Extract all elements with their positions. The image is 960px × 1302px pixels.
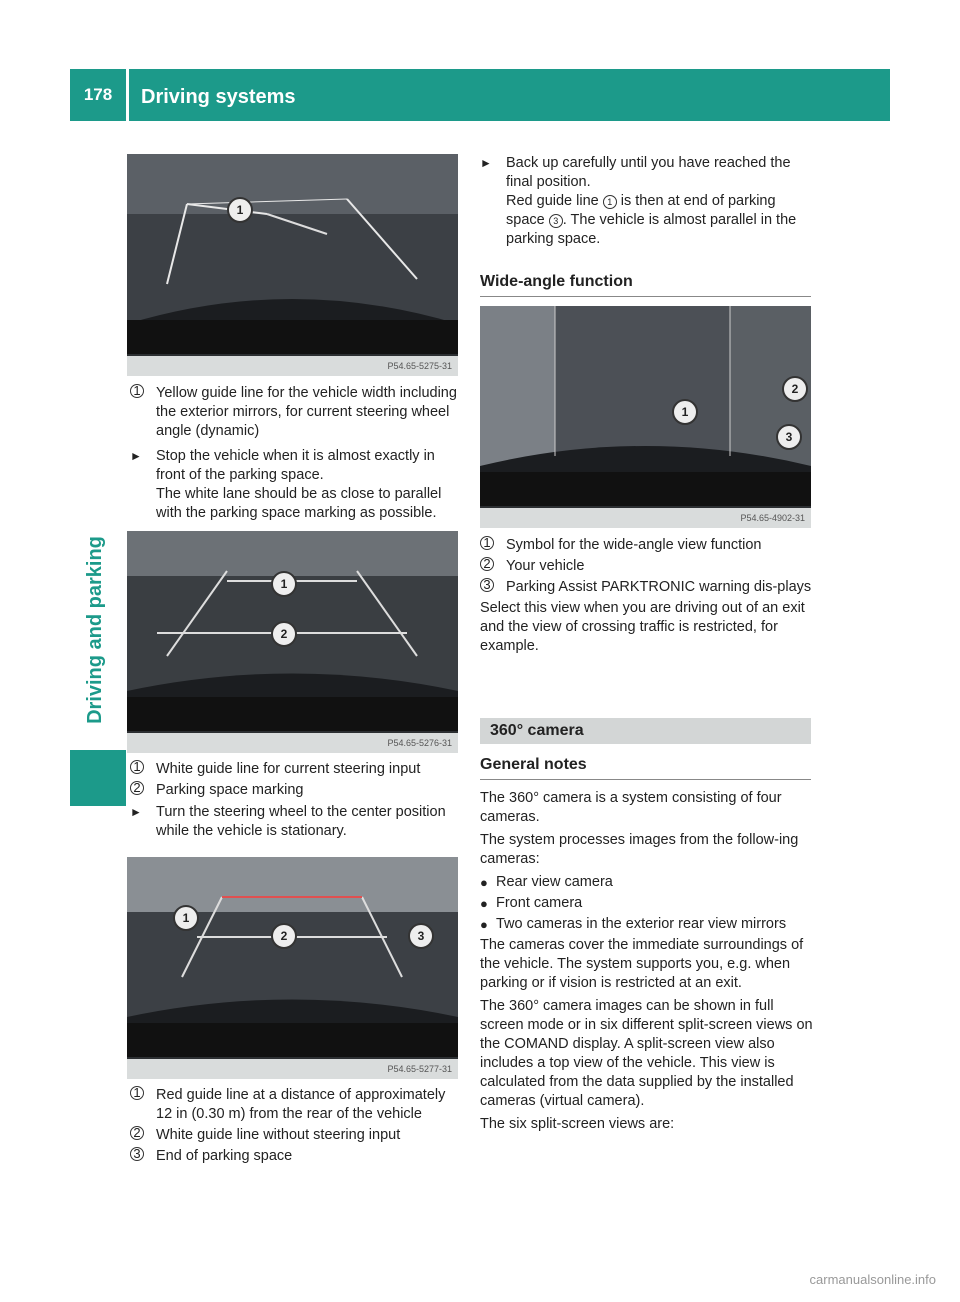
callout-2: 2 <box>271 923 297 949</box>
figure-ref: P54.65-5276-31 <box>127 733 458 753</box>
callout-3: 3 <box>776 424 802 450</box>
step-arrow-icon: ► <box>130 805 142 819</box>
paragraph: The system processes images from the follow-ing cameras: <box>480 832 799 867</box>
bullet-item <box>480 894 813 913</box>
side-tab-label: Driving and parking <box>84 536 106 724</box>
figure-guide-lines-2 <box>127 531 458 753</box>
item-text: White guide line for current steering input <box>156 761 421 777</box>
callout-marker: 1 <box>130 760 144 774</box>
side-tab-marker <box>70 750 126 806</box>
figure-wide-angle <box>480 306 811 528</box>
section-heading: Wide-angle function <box>480 273 633 290</box>
item-text: Two cameras in the exterior rear view mirrors <box>496 916 787 932</box>
callout-marker: 1 <box>603 195 617 209</box>
callout-2: 2 <box>271 621 297 647</box>
step-text-part: is then at end of parking space <box>506 193 776 228</box>
list-item <box>130 1147 460 1166</box>
step-text: Turn the steering wheel to the center position while the vehicle is stationary. <box>156 804 446 839</box>
side-tab <box>84 470 116 790</box>
step-text: Back up carefully until you have reached the final position. <box>506 155 791 190</box>
divider <box>480 296 811 297</box>
step-text <box>506 192 813 249</box>
camera-toolbar <box>127 697 458 731</box>
list-item <box>130 1126 460 1145</box>
item-text: End of parking space <box>156 1148 293 1164</box>
right-text-3 <box>480 789 813 1138</box>
callout-marker: 3 <box>549 214 563 228</box>
callout-marker: 2 <box>480 557 494 571</box>
step-arrow-icon: ► <box>130 449 142 463</box>
step-text-part: . The vehicle is almost parallel in the parking space. <box>506 212 797 247</box>
left-text-3 <box>130 1086 460 1168</box>
left-text-1 <box>130 384 460 525</box>
divider <box>480 779 811 780</box>
paragraph: The six split-screen views are: <box>480 1116 675 1132</box>
step-text-part: Red guide line <box>506 193 599 209</box>
figure-guide-lines-1 <box>127 154 458 376</box>
callout-marker: 3 <box>130 1147 144 1161</box>
callout-1: 1 <box>227 197 253 223</box>
item-text: Red guide line at a distance of approximately 12 in (0.30 m) from the rear of the vehicle <box>156 1087 446 1122</box>
list-item <box>130 1086 460 1124</box>
list-item <box>480 557 813 576</box>
step-text: The white lane should be as close to parallel with the parking space marking as possible. <box>156 486 442 521</box>
bullet-icon: ● <box>480 875 488 890</box>
paragraph: The 360° camera images can be shown in full screen mode or in six different split-screen views on the COMAND display. A split-screen view also includes a top view of the vehicle. This view is calculated from the data supplied by the installed cameras (virtual camera). <box>480 998 813 1109</box>
item-text: Symbol for the wide-angle view function <box>506 537 762 553</box>
step-arrow-icon: ► <box>480 156 492 170</box>
callout-marker: 1 <box>480 536 494 550</box>
figure-ref: P54.65-5277-31 <box>127 1059 458 1079</box>
paragraph: The 360° camera is a system consisting of four cameras. <box>480 790 782 825</box>
callout-marker: 1 <box>130 384 144 398</box>
list-item <box>130 760 460 779</box>
callout-marker: 2 <box>130 1126 144 1140</box>
item-text: Front camera <box>496 895 583 911</box>
item-text: Parking Assist PARKTRONIC warning dis-plays <box>506 579 812 595</box>
bullet-icon: ● <box>480 896 488 911</box>
subsection-heading: General notes <box>480 756 587 773</box>
page-number: 178 <box>83 85 113 104</box>
callout-1: 1 <box>672 399 698 425</box>
camera-toolbar <box>480 472 811 506</box>
paragraph: The cameras cover the immediate surroundings of the vehicle. The system supports you, e.g. when parking or if vision is restricted at an exit. <box>480 937 804 991</box>
callout-marker: 3 <box>480 578 494 592</box>
item-text: Your vehicle <box>506 558 585 574</box>
bullet-icon: ● <box>480 917 488 932</box>
header-separator <box>126 69 129 121</box>
list-item <box>480 536 813 555</box>
callout-1: 1 <box>173 905 199 931</box>
right-text-1 <box>480 154 813 251</box>
left-text-2 <box>130 760 460 843</box>
callout-marker: 1 <box>130 1086 144 1100</box>
page-title: Driving systems <box>141 86 296 108</box>
item-text: Rear view camera <box>496 874 613 890</box>
figure-ref: P54.65-4902-31 <box>480 508 811 528</box>
item-text: Parking space marking <box>156 782 304 798</box>
step-text: Stop the vehicle when it is almost exactly in front of the parking space. <box>156 448 435 483</box>
step-item <box>130 447 460 523</box>
figure-ref: P54.65-5275-31 <box>127 356 458 376</box>
callout-1: 1 <box>271 571 297 597</box>
bullet-item <box>480 915 813 934</box>
figure-guide-lines-3 <box>127 857 458 1079</box>
step-item <box>130 803 460 841</box>
item-text: White guide line without steering input <box>156 1127 401 1143</box>
list-item <box>130 384 460 441</box>
item-text: Yellow guide line for the vehicle width including the exterior mirrors, for current steering wheel angle (dynamic) <box>156 385 457 439</box>
right-text-2 <box>480 536 813 660</box>
camera-toolbar <box>127 320 458 354</box>
section-box-heading: 360° camera <box>480 718 811 744</box>
callout-3: 3 <box>408 923 434 949</box>
callout-2: 2 <box>782 376 808 402</box>
list-item <box>480 578 813 597</box>
bullet-item <box>480 873 813 892</box>
step-item <box>480 154 813 249</box>
callout-marker: 2 <box>130 781 144 795</box>
list-item <box>130 781 460 800</box>
footer-watermark: carmanualsonline.info <box>809 1272 936 1287</box>
paragraph: Select this view when you are driving out of an exit and the view of crossing traffic is restricted, for example. <box>480 600 805 654</box>
camera-toolbar <box>127 1023 458 1057</box>
